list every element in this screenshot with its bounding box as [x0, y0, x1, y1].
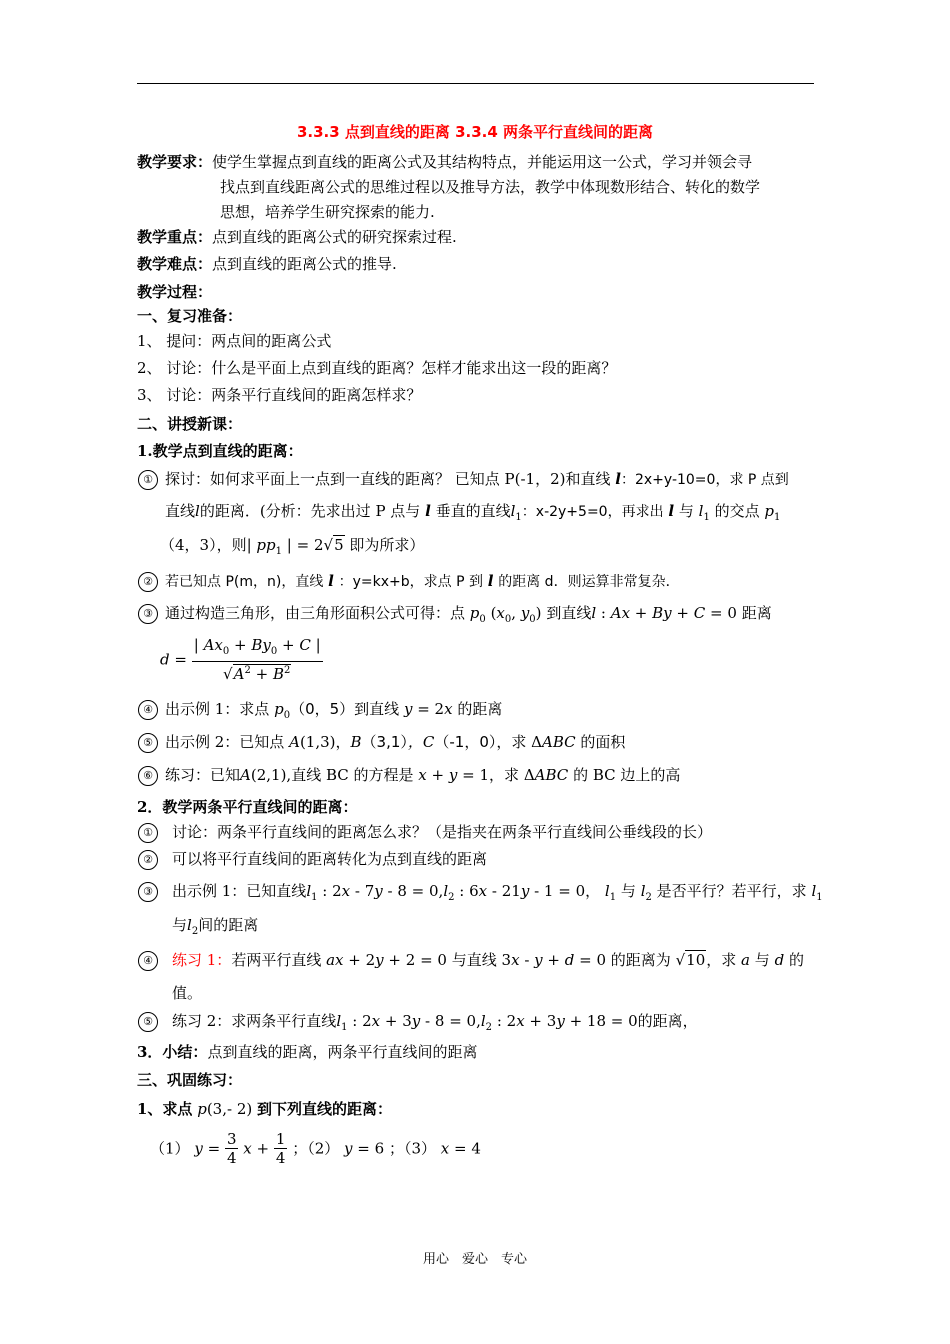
line-y-6: y = 6 [344, 1139, 385, 1158]
points-abc: A(1,3)，B（3,1），C（-1，0） [289, 733, 497, 751]
parallel-item-1: 讨论：两条平行直线间的距离怎么求？（是指夹在两条平行直线间公垂线段的长） [172, 823, 713, 841]
line-symbol: l [328, 572, 334, 590]
item-6-text-d: 的 BC 边上的高 [573, 766, 681, 784]
circle-number: ③ [138, 882, 158, 902]
item-6-text-c: ，求 [489, 766, 520, 784]
parallel-item-4 [172, 949, 804, 971]
fraction-3-4: $\frac{3}{4}$ [226, 1130, 237, 1167]
item-3 [165, 602, 772, 631]
item-1-text-i: （4，3），则 [160, 536, 247, 554]
parallel-item-4-text-f: 的 [788, 951, 804, 969]
line-x-4: x = 4 [440, 1139, 481, 1158]
line-symbol: l [195, 502, 200, 520]
circle-number: ⑤ [138, 1012, 158, 1032]
item-3-text-c: 距离 [741, 604, 772, 622]
section-review-heading: 一、复习准备： [137, 307, 243, 325]
circle-number: ④ [138, 700, 158, 720]
parallel-item-3-text-d: 与 [172, 916, 188, 934]
item-2-text-a: 若已知点 P(m，n)，直线 [165, 574, 324, 590]
circle-number: ① [138, 470, 158, 490]
item-1-line-2 [165, 500, 780, 529]
point-a: A(2,1), [240, 766, 292, 784]
item-5-text-a: 出示例 2：已知点 [165, 733, 285, 751]
item-6-text-a: 练习：已知 [165, 766, 241, 784]
item-3-text-b: 到直线 [546, 604, 592, 622]
key-text: 点到直线的距离公式的研究探索过程. [212, 228, 457, 246]
review-item-3: 3、 讨论：两条平行直线间的距离怎样求？ [137, 386, 422, 404]
item-1-text-d: 的距离．(分析：先求出过 P 点与 [199, 502, 421, 520]
line-symbol: l [668, 502, 675, 520]
item-5-text-c: 的面积 [580, 733, 626, 751]
parallel-item-4-text-b: 与直线 [451, 951, 497, 969]
item-4-text-c: 的距离 [457, 700, 503, 718]
circle-number: ② [138, 850, 158, 870]
l2-symbol: $l_2$ [640, 882, 652, 903]
part-3-label: ；（3） [388, 1139, 436, 1158]
difficulty-text: 点到直线的距离公式的推导. [212, 255, 397, 273]
key-point [137, 226, 457, 248]
summary-text: 点到直线的距离，两条平行直线间的距离 [207, 1043, 478, 1061]
line-symbol: l [425, 502, 431, 520]
parallel-item-3-text-e: 间的距离 [198, 916, 259, 934]
difficulty-label: 教学难点： [137, 255, 213, 273]
lines-l1-l2-practice: $l_1$ : $2x + 3y - 8 = 0,l_2$ : 2x + 3y + 18 = 0 [336, 1012, 638, 1033]
parallel-item-3-line-2 [172, 914, 258, 943]
item-3-text-a: 通过构造三角形，由三角形面积公式可得：点 [165, 604, 466, 622]
line-symbol: l [487, 572, 494, 590]
item-6-text-b: 直线 BC 的方程是 [291, 766, 414, 784]
item-1-line-1 [165, 468, 789, 491]
fraction-1-4: $\frac{1}{4}$ [275, 1130, 286, 1167]
summary [137, 1041, 477, 1063]
distance-formula: | $pp_1$ | = 2√5 [246, 536, 344, 557]
l1-symbol: $l_1$ [604, 882, 617, 903]
section-new-heading: 二、讲授新课： [137, 415, 243, 433]
l1-symbol: $l_1$ [510, 502, 522, 523]
item-5 [165, 731, 625, 753]
distance-fraction: $\frac{| Ax_0 + By_0 + C |}{√A^2 + B^2}$ [193, 636, 321, 683]
distance-formula-block: d = $\frac{| Ax_0 + By_0 + C |}{√A^2 + B^2}$ [160, 636, 321, 683]
item-1-text-j: 即为所求） [349, 536, 425, 554]
parallel-item-4-text-e: 与 [754, 951, 770, 969]
item-6 [165, 764, 680, 786]
subsection-2-heading: 2．教学两条平行直线间的距离： [137, 798, 358, 816]
section-practice-heading: 三、巩固练习： [137, 1071, 243, 1089]
requirements-block [137, 151, 752, 173]
p0-symbol: $p_0$ [274, 700, 291, 721]
item-1-text-c: 直线 [165, 502, 196, 520]
item-2-text-b: ：y=kx+b，求点 P 到 [338, 574, 483, 590]
parallel-item-4-line-2: 值。 [172, 984, 203, 1002]
point-3-neg2: p(3,- 2) [197, 1100, 253, 1118]
part-1-label: （1） [150, 1139, 190, 1158]
subsection-1-heading: 1.教学点到直线的距离： [137, 442, 303, 460]
line-symbol: l [615, 470, 621, 488]
parallel-item-3-text-c: 是否平行？若平行，求 [656, 882, 807, 900]
l2-symbol: $l_2$ [187, 916, 199, 937]
l1-symbol: $l_1$ [698, 502, 710, 523]
line-3x-y-d: 3x - y + d = 0 [501, 951, 607, 969]
summary-label: 3．小结： [137, 1043, 208, 1061]
circle-number: ④ [138, 951, 158, 971]
exercise-1-label: 练习 1： [172, 951, 232, 969]
item-2-text-c: 的距离 d．则运算非常复杂． [498, 574, 680, 590]
circle-number: ⑥ [138, 766, 158, 786]
parallel-item-4-text-a: 若两平行直线 [231, 951, 322, 969]
circle-number: ② [138, 572, 158, 592]
exercise-1-parts: （1） y = $\frac{3}{4}$ x + $\frac{1}{4}$ ；（2） y = 6 ；（3） x = 4 [150, 1130, 481, 1167]
p1-symbol: $p_1$ [764, 502, 781, 523]
item-4-text-b: （0，5）到直线 [290, 700, 400, 718]
difficulty [137, 253, 397, 275]
item-2 [165, 570, 680, 593]
item-1-text-g: 与 [678, 502, 694, 520]
line-equation: l : Ax + By + C = 0 [591, 604, 737, 622]
requirements-label: 教学要求： [137, 153, 213, 171]
item-4-text-a: 出示例 1：求点 [165, 700, 270, 718]
requirements-line-3: 思想，培养学生研究探索的能力. [220, 203, 435, 221]
requirements-line-2: 找点到直线距离公式的思维过程以及推导方法，教学中体现数形结合、转化的数学 [220, 178, 761, 196]
parallel-item-5 [172, 1010, 698, 1039]
part-2-label: ；（2） [292, 1139, 340, 1158]
key-label: 教学重点： [137, 228, 213, 246]
var-a: a [741, 951, 750, 969]
lines-l1-l2: $l_1$ : $2x - 7y - 8 = 0,l_2$ : 6x - 21y - 1 = 0 [306, 882, 586, 903]
parallel-item-3: 出示例 1：已知直线$l_1$ : $2x - 7y - 8 = 0,l_2$ : 6x - 21y - 1 = 0， $l_1$ 与 $l_2$ 是否平行？若平行，求 $l_1$ [172, 882, 823, 903]
review-item-1: 1、 提问：两点间的距离公式 [137, 332, 332, 350]
circle-number: ① [138, 823, 158, 843]
item-4 [165, 698, 502, 727]
point-p0: $p_0$ ($x_0$, $y_0$) [469, 604, 542, 625]
item-5-text-b: ，求 [496, 733, 527, 751]
exercise-1-text-a: 1、求点 [137, 1100, 193, 1118]
parallel-item-4-text-c: 的距离为 [610, 951, 671, 969]
item-1-text-e: 垂直的直线 [435, 502, 511, 520]
requirements-line-1: 使学生掌握点到直线的距离公式及其结构特点，并能运用这一公式，学习并领会寻 [212, 153, 753, 171]
parallel-item-2: 可以将平行直线间的距离转化为点到直线的距离 [172, 850, 488, 868]
parallel-item-3-text-b: 与 [620, 882, 636, 900]
exercise-1-text-b: 到下列直线的距离： [257, 1100, 393, 1118]
item-1-line-3 [160, 534, 424, 563]
line-ax-2y-2: ax + 2y + 2 = 0 [326, 951, 447, 969]
item-1-text-b: ：2x+y-10=0，求 P 点到 [620, 472, 789, 488]
line-y-2x: y = 2x [403, 700, 453, 718]
page-footer: 用心 爱心 专心 [422, 1252, 527, 1267]
circle-number: ⑤ [138, 733, 158, 753]
line-x-plus-y: x + y = 1 [418, 766, 490, 784]
header-rule [137, 83, 814, 84]
item-1-text-a: 探讨：如何求平面上一点到一直线的距离？ 已知点 P(-1，2)和直线 [165, 470, 611, 488]
sqrt-10: √10 [675, 951, 706, 969]
parallel-item-3-text-a: 出示例 1：已知直线 [172, 882, 307, 900]
l1-symbol: $l_1$ [811, 882, 823, 903]
process-heading: 教学过程： [137, 283, 213, 301]
parallel-item-5-text-b: 的距离， [637, 1012, 698, 1030]
review-item-2: 2、 讨论：什么是平面上点到直线的距离？怎样才能求出这一段的距离？ [137, 359, 617, 377]
document-title: 3.3.3 点到直线的距离 3.3.4 两条平行直线间的距离 [296, 123, 654, 141]
item-1-text-h: 的交点 [714, 502, 760, 520]
parallel-item-4-text-d: ，求 [706, 951, 737, 969]
triangle-abc: ΔABC [531, 733, 576, 751]
item-1-text-f: ：x-2y+5=0，再求出 [521, 504, 664, 520]
exercise-1 [137, 1098, 392, 1120]
triangle-abc: ΔABC [523, 766, 569, 784]
parallel-item-5-text-a: 练习 2：求两条平行直线 [172, 1012, 337, 1030]
circle-number: ③ [138, 604, 158, 624]
var-d: d [774, 951, 785, 969]
